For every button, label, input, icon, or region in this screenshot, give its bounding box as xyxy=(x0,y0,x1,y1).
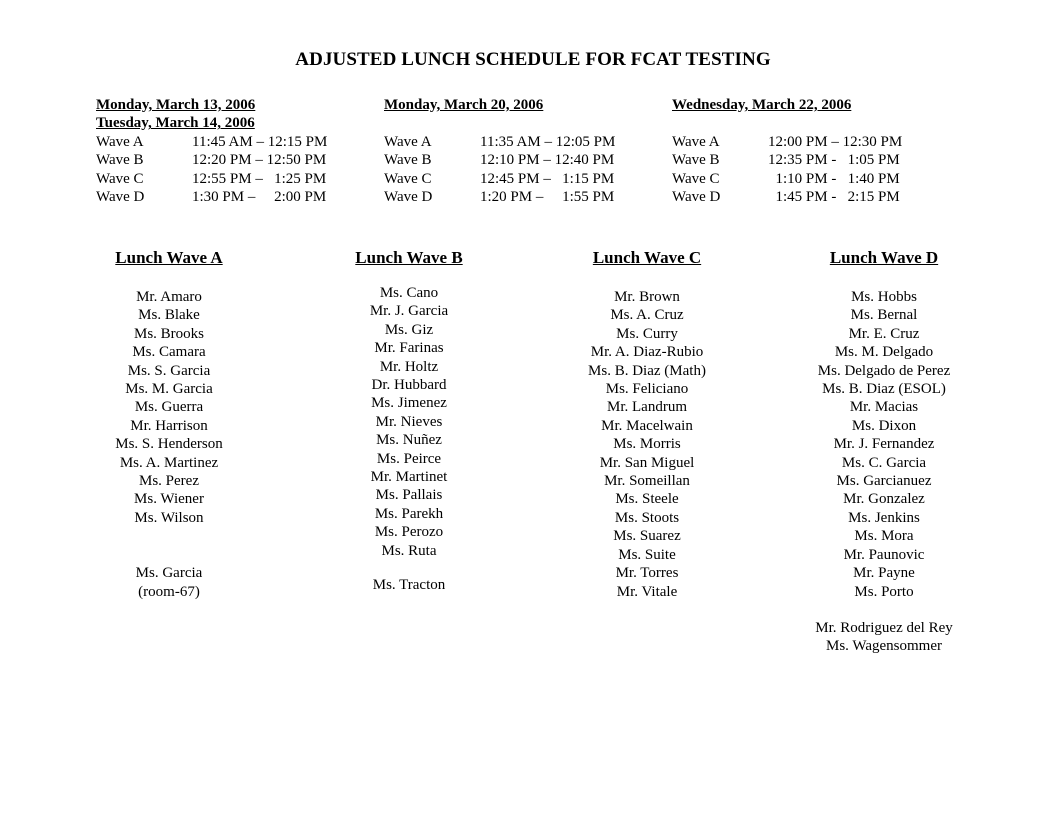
teacher-name: Ms. Guerra xyxy=(134,399,204,416)
schedule-date: Wednesday, March 22, 2006 xyxy=(672,97,852,113)
wave-time-row xyxy=(672,170,902,188)
teacher-name: Mr. Amaro xyxy=(136,289,202,305)
teacher-name: Ms. Cano xyxy=(379,285,439,301)
schedule-block-3 xyxy=(672,96,902,206)
teacher-name: Mr. Macias xyxy=(849,399,919,416)
teacher-name: Mr. Farinas xyxy=(374,340,444,357)
teacher-name: Ms. Pallais xyxy=(375,487,443,504)
wave-time-row xyxy=(672,188,902,206)
schedule-date: Tuesday, March 14, 2006 xyxy=(96,115,255,132)
teacher-name: Ms. M. Delgado xyxy=(834,344,934,361)
wave-label: Wave A xyxy=(672,133,720,150)
names-list xyxy=(774,288,994,656)
wave-label: Wave B xyxy=(384,152,432,169)
teacher-name: Ms. B. Diaz (ESOL) xyxy=(822,381,946,398)
teacher-name: Ms. Jimenez xyxy=(371,395,447,412)
teacher-name: Mr. Torres xyxy=(615,565,679,582)
wave-time: 12:10 PM – 12:40 PM xyxy=(480,152,615,169)
wave-time: 1:45 PM - 2:15 PM xyxy=(768,189,900,206)
names-list xyxy=(59,288,279,601)
teacher-name: Ms. Hobbs xyxy=(851,289,917,305)
teacher-name-extra: Ms. Tracton xyxy=(372,577,446,594)
teacher-name: Ms. Suite xyxy=(618,546,676,563)
schedule-block-2 xyxy=(384,96,615,206)
wave-time-row xyxy=(96,133,327,151)
teacher-name: Mr. Someillan xyxy=(604,473,690,490)
teacher-name: Ms. Dixon xyxy=(851,417,917,434)
teacher-name: Ms. M. Garcia xyxy=(125,381,213,398)
teacher-name: Ms. Steele xyxy=(615,491,679,508)
lunch-wave-b-column xyxy=(299,248,519,595)
teacher-name: Ms. Camara xyxy=(132,344,206,361)
schedule-block-1 xyxy=(96,96,327,206)
teacher-name: Mr. A. Diaz-Rubio xyxy=(590,344,704,361)
teacher-name: Mr. E. Cruz xyxy=(848,325,920,342)
teacher-name: Mr. J. Garcia xyxy=(369,303,449,320)
teacher-name: Mr. Martinet xyxy=(370,469,448,486)
wave-time: 1:10 PM - 1:40 PM xyxy=(768,170,900,187)
teacher-name: Mr. Holtz xyxy=(379,358,439,375)
wave-time: 12:55 PM – 1:25 PM xyxy=(192,170,327,187)
schedule-date: Monday, March 13, 2006 xyxy=(96,97,256,113)
lunch-wave-heading: Lunch Wave C xyxy=(592,248,702,267)
wave-time-row xyxy=(672,151,902,169)
wave-time: 12:35 PM - 1:05 PM xyxy=(768,152,900,169)
teacher-name: Mr. Brown xyxy=(614,289,680,305)
teacher-name: Ms. Nuñez xyxy=(376,432,442,449)
teacher-name: Mr. San Miguel xyxy=(599,454,695,471)
teacher-name: Ms. Wiener xyxy=(134,491,204,508)
teacher-name: Ms. Garcianuez xyxy=(836,473,932,490)
teacher-name: Ms. Mora xyxy=(854,528,914,545)
teacher-name: Mr. Payne xyxy=(853,565,915,582)
lunch-wave-c-column xyxy=(537,248,757,601)
teacher-name: Ms. Feliciano xyxy=(605,381,689,398)
spacer xyxy=(299,560,519,576)
names-list xyxy=(299,284,519,595)
wave-time-row xyxy=(96,188,327,206)
teacher-name: Mr. Macelwain xyxy=(601,417,693,434)
wave-time: 1:20 PM – 1:55 PM xyxy=(480,189,615,206)
teacher-name: Mr. J. Fernandez xyxy=(833,436,935,453)
teacher-name: Mr. Harrison xyxy=(130,417,208,434)
teacher-name: Ms. Perozo xyxy=(374,524,444,541)
teacher-name: Dr. Hubbard xyxy=(371,377,447,394)
lunch-wave-a-column xyxy=(59,248,279,601)
teacher-name: Ms. Peirce xyxy=(376,450,442,467)
wave-time-row xyxy=(672,133,902,151)
teacher-name: Ms. Giz xyxy=(384,321,434,338)
lunch-wave-heading: Lunch Wave B xyxy=(355,248,463,267)
teacher-name: Ms. A. Cruz xyxy=(610,307,684,324)
teacher-name: Ms. S. Garcia xyxy=(127,362,211,379)
wave-time: 11:35 AM – 12:05 PM xyxy=(480,133,616,150)
wave-label: Wave C xyxy=(672,170,720,187)
teacher-name: Ms. Jenkins xyxy=(848,509,920,526)
teacher-name: Mr. Landrum xyxy=(607,399,687,416)
teacher-name: Ms. Parekh xyxy=(374,505,444,522)
wave-label: Wave D xyxy=(96,189,145,206)
teacher-name-extra: (room-67) xyxy=(138,583,200,600)
wave-time: 1:30 PM – 2:00 PM xyxy=(192,189,327,206)
wave-label: Wave D xyxy=(384,189,433,206)
lunch-wave-d-column xyxy=(774,248,994,656)
wave-time: 11:45 AM – 12:15 PM xyxy=(192,133,328,150)
page-title: ADJUSTED LUNCH SCHEDULE FOR FCAT TESTING xyxy=(295,49,771,70)
wave-label: Wave C xyxy=(96,170,144,187)
teacher-name-extra: Ms. Wagensommer xyxy=(825,638,942,655)
wave-time-row xyxy=(96,170,327,188)
spacer xyxy=(59,527,279,564)
teacher-name: Mr. Nieves xyxy=(375,413,443,430)
wave-label: Wave B xyxy=(96,152,144,169)
lunch-wave-heading: Lunch Wave D xyxy=(829,248,939,267)
teacher-name: Ms. A. Martinez xyxy=(119,454,219,471)
teacher-name: Ms. B. Diaz (Math) xyxy=(588,362,706,379)
schedule-date: Monday, March 20, 2006 xyxy=(384,97,544,113)
wave-time: 12:00 PM – 12:30 PM xyxy=(768,133,903,150)
teacher-name: Ms. C. Garcia xyxy=(841,454,927,471)
teacher-name-extra: Ms. Garcia xyxy=(135,565,203,582)
teacher-name: Ms. Ruta xyxy=(381,542,437,559)
wave-time: 12:20 PM – 12:50 PM xyxy=(192,152,327,169)
teacher-name: Mr. Gonzalez xyxy=(843,491,925,508)
teacher-name: Ms. Suarez xyxy=(613,528,681,545)
teacher-name-extra: Mr. Rodriguez del Rey xyxy=(815,619,953,636)
wave-time: 12:45 PM – 1:15 PM xyxy=(480,170,615,187)
names-list xyxy=(537,288,757,601)
teacher-name: Ms. Perez xyxy=(139,473,199,490)
wave-label: Wave C xyxy=(384,170,432,187)
wave-time-row xyxy=(384,170,615,188)
wave-time-row xyxy=(384,188,615,206)
wave-time-row xyxy=(96,151,327,169)
teacher-name: Ms. Wilson xyxy=(134,509,204,526)
teacher-name: Ms. Morris xyxy=(613,436,681,453)
teacher-name: Ms. S. Henderson xyxy=(115,436,223,453)
teacher-name: Ms. Bernal xyxy=(850,307,918,324)
lunch-wave-heading: Lunch Wave A xyxy=(115,248,223,267)
wave-label: Wave A xyxy=(384,133,432,150)
wave-time-row xyxy=(384,133,615,151)
wave-label: Wave A xyxy=(96,133,144,150)
teacher-name: Ms. Delgado de Perez xyxy=(817,362,951,379)
spacer xyxy=(774,601,994,619)
teacher-name: Ms. Blake xyxy=(138,307,200,324)
wave-label: Wave B xyxy=(672,152,720,169)
teacher-name: Mr. Paunovic xyxy=(843,546,925,563)
teacher-name: Ms. Stoots xyxy=(614,509,680,526)
teacher-name: Mr. Vitale xyxy=(616,583,678,600)
wave-label: Wave D xyxy=(672,189,721,206)
teacher-name: Ms. Curry xyxy=(616,325,678,342)
teacher-name: Ms. Brooks xyxy=(133,325,204,342)
teacher-name: Ms. Porto xyxy=(854,583,914,600)
wave-time-row xyxy=(384,151,615,169)
